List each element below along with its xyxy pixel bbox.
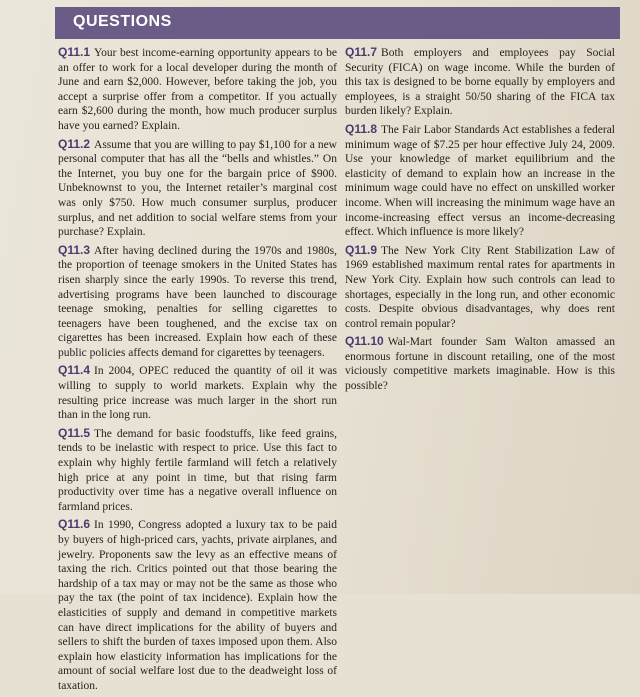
- section-title: QUESTIONS: [73, 13, 172, 30]
- right-column: [345, 45, 615, 397]
- question-text: The demand for basic foodstuffs, like feed grains, tends to be inelastic with respect to price. Use this fact to explain why highly fertile farmland will fetch a relatively high price at any point in time, but that rising farm productivity over time has a negative overall influence on farmland prices.: [58, 427, 337, 513]
- question-11-8: [345, 122, 615, 240]
- question-text: Your best income-earning opportunity appears to be an offer to work for a local developer during the month of June and earn $2,000. However, before taking the job, you accept a surprise offer from a competitor. If you actually earn $2,600 during the month, how much producer surplus have you earned? Explain.: [58, 47, 337, 132]
- question-number: Q11.5: [58, 425, 91, 440]
- question-11-9: [345, 243, 615, 332]
- question-number: Q11.4: [58, 363, 91, 378]
- question-number: Q11.6: [58, 517, 91, 532]
- question-text: The New York City Rent Stabilization Law of 1969 established maximum rental rates for apartments in New York City. Explain how such controls can lead to shortages, especially in the long run, and other economic costs. Despite obvious disadvantages, why does rent control remain popular?: [345, 244, 615, 330]
- left-column: [58, 45, 337, 697]
- question-number: Q11.9: [345, 242, 378, 257]
- question-11-1: [58, 45, 337, 134]
- question-11-6: [58, 517, 337, 693]
- question-text: The Fair Labor Standards Act establishes a federal minimum wage of $7.25 per hour effective July 24, 2009. Use your knowledge of market equilibrium and the elasticity of demand to explain how an increase in the minimum wage could have no effect on unskilled worker income. When will increasing the minimum wage have an income-increasing effect versus an income-decreasing effect. Which influence is more likely?: [345, 123, 615, 239]
- question-text: Wal-Mart founder Sam Walton amassed an enormous fortune in discount retailing, one of the most viciously competitive markets imaginable. How is this possible?: [345, 336, 615, 393]
- question-text: Both employers and employees pay Social Security (FICA) on wage income. While the burden of this tax is designed to be borne equally by employers and employees, is a straight 50/50 sharing of the FICA tax burden likely? Explain.: [345, 47, 615, 118]
- question-11-10: [345, 334, 615, 393]
- question-number: Q11.1: [58, 45, 91, 59]
- question-number: Q11.8: [345, 121, 378, 136]
- question-11-7: [345, 45, 615, 119]
- question-number: Q11.7: [345, 45, 378, 59]
- question-text: In 2004, OPEC reduced the quantity of oil it was willing to supply to world markets. Explain why the resulting price increase was much larger in the short run than in the long run.: [58, 365, 337, 422]
- question-number: Q11.3: [58, 242, 91, 257]
- question-number: Q11.2: [58, 136, 91, 151]
- question-text: In 1990, Congress adopted a luxury tax to be paid by buyers of high-priced cars, yachts, private airplanes, and jewelry. Proponents saw the levy as an effective means of taxing the rich. Critics pointed out that those bearing the hardship of a tax may or may not be the same as those who pay the tax (the point of tax incidence). Explain how the elasticities of supply and demand in competitive markets can have direct implications for the ability of buyers and sellers to shift the burden of taxes imposed upon them. Also explain how elasticity information has implications for the amount of social welfare lost due to the deadweight loss of taxation.: [58, 519, 337, 692]
- question-11-4: [58, 363, 337, 422]
- question-number: Q11.10: [345, 334, 384, 349]
- question-11-2: [58, 137, 337, 240]
- section-header: [55, 7, 620, 39]
- question-text: Assume that you are willing to pay $1,100 for a new personal computer that has all the “bells and whistles.” On the Internet, you buy one for the bargain price of $900. Unbeknownst to you, the Internet retailer’s marginal cost was only $750. How much consumer surplus, producer surplus, and net addition to social welfare stems from your purchase? Explain.: [58, 138, 337, 239]
- question-11-3: [58, 243, 337, 361]
- question-11-5: [58, 426, 337, 515]
- question-text: After having declined during the 1970s and 1980s, the proportion of teenage smokers in the United States has risen sharply since the early 1990s. To reverse this trend, advertising programs have been launched to discourage teenage smoking, penalties for selling cigarettes to teenagers have been toughened, and the excise tax on cigarettes has been increased. Explain how each of these public policies affects demand for cigarettes by teenagers.: [58, 244, 337, 359]
